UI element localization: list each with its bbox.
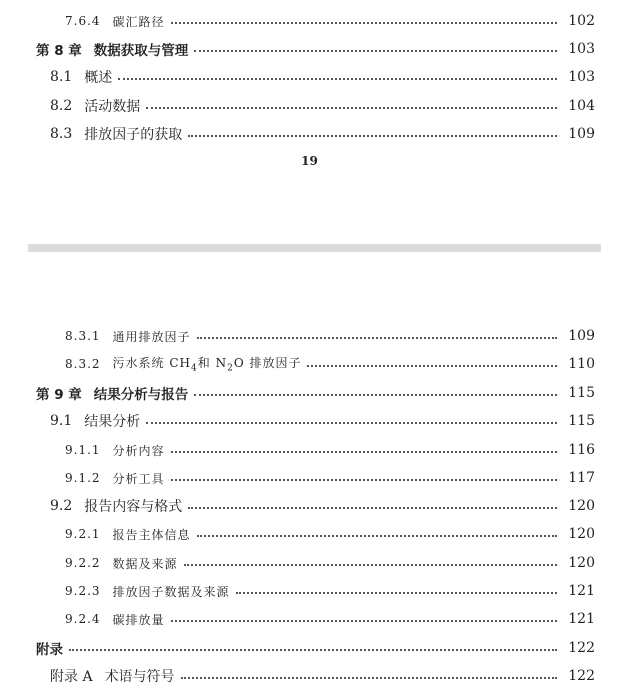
section-number: 8.1 xyxy=(50,69,73,85)
dot-leader xyxy=(307,365,557,367)
section-number: 9.2.1 xyxy=(65,527,101,541)
section-number: 9.1.1 xyxy=(65,443,101,457)
page-ref: 110 xyxy=(568,355,595,372)
page-ref: 104 xyxy=(568,98,595,114)
appendix-number: 附录 A xyxy=(50,669,93,685)
dot-leader xyxy=(171,479,557,481)
toc-entry-9-2-4[interactable] xyxy=(0,608,619,630)
toc-entry-8-3-1[interactable] xyxy=(0,325,619,347)
dot-leader xyxy=(184,564,557,566)
dot-leader xyxy=(188,507,557,509)
page-ref: 109 xyxy=(568,328,595,344)
page-ref: 115 xyxy=(568,385,595,401)
toc-entry-8-2[interactable] xyxy=(0,95,619,117)
section-title: 分析工具 xyxy=(112,471,165,486)
appendix-title: 附录 xyxy=(36,642,63,658)
section-title: 通用排放因子 xyxy=(112,329,191,344)
toc-entry-appendix[interactable] xyxy=(0,637,619,659)
page-ref: 116 xyxy=(568,442,595,458)
page-ref: 120 xyxy=(568,555,595,571)
chapter-number: 第 9 章 xyxy=(36,387,82,403)
section-number: 8.3 xyxy=(50,126,73,142)
dot-leader xyxy=(171,451,557,453)
chapter-number: 第 8 章 xyxy=(36,43,82,59)
page-ref: 120 xyxy=(568,498,595,514)
toc-page-lower xyxy=(0,252,619,691)
dot-leader xyxy=(146,422,557,424)
toc-entry-9-2-1[interactable] xyxy=(0,523,619,545)
toc-entry-chapter-9[interactable] xyxy=(0,382,619,404)
section-number: 9.2 xyxy=(50,498,73,514)
dot-leader xyxy=(181,677,557,679)
page-ref: 103 xyxy=(568,69,595,85)
section-number: 9.2.2 xyxy=(65,556,101,570)
section-title: 碳汇路径 xyxy=(112,14,165,29)
section-number: 9.1 xyxy=(50,413,73,429)
dot-leader xyxy=(188,135,557,137)
toc-entry-8-1[interactable] xyxy=(0,66,619,88)
dot-leader xyxy=(194,50,557,52)
page-ref: 122 xyxy=(568,668,595,684)
toc-entry-9-1-2[interactable] xyxy=(0,467,619,489)
toc-entry-9-2-3[interactable] xyxy=(0,580,619,602)
page-ref: 121 xyxy=(568,611,595,627)
chapter-title: 结果分析与报告 xyxy=(93,387,189,403)
page-ref: 117 xyxy=(568,470,595,486)
toc-entry-7-6-4[interactable] xyxy=(0,10,619,32)
toc-entry-appendix-a[interactable] xyxy=(0,665,619,687)
section-number: 9.2.3 xyxy=(65,584,101,598)
section-title: 报告内容与格式 xyxy=(84,499,183,515)
toc-entry-9-1-1[interactable] xyxy=(0,439,619,461)
dot-leader xyxy=(171,620,557,622)
section-number: 8.2 xyxy=(50,98,73,114)
toc-entry-8-3-2[interactable] xyxy=(0,353,619,375)
dot-leader xyxy=(171,22,557,24)
dot-leader xyxy=(118,78,557,80)
toc-page-upper xyxy=(0,0,619,244)
section-number: 9.2.4 xyxy=(65,612,101,626)
toc-entry-9-2[interactable] xyxy=(0,495,619,517)
section-title: 排放因子的获取 xyxy=(84,127,183,143)
toc-entry-9-2-2[interactable] xyxy=(0,552,619,574)
dot-leader xyxy=(194,394,557,396)
page-separator xyxy=(28,244,601,252)
dot-leader xyxy=(236,592,557,594)
toc-entry-8-3[interactable] xyxy=(0,123,619,145)
section-title: 碳排放量 xyxy=(112,612,165,627)
section-number: 8.3.2 xyxy=(65,356,101,371)
section-title: 报告主体信息 xyxy=(112,527,191,542)
section-title: 排放因子数据及来源 xyxy=(112,584,230,599)
page-ref: 121 xyxy=(568,583,595,599)
dot-leader xyxy=(197,535,557,537)
section-title: 概述 xyxy=(84,70,113,86)
toc-entry-chapter-8[interactable] xyxy=(0,38,619,60)
section-title: 活动数据 xyxy=(84,99,141,115)
dot-leader xyxy=(146,107,557,109)
page-ref: 102 xyxy=(568,13,595,29)
section-title: 分析内容 xyxy=(112,443,165,458)
chapter-title: 数据获取与管理 xyxy=(93,43,189,59)
appendix-title: 术语与符号 xyxy=(104,669,175,685)
section-number: 8.3.1 xyxy=(65,329,101,343)
dot-leader xyxy=(197,337,557,339)
page-ref: 115 xyxy=(568,413,595,429)
section-number: 9.1.2 xyxy=(65,471,101,485)
section-number: 7.6.4 xyxy=(65,14,101,28)
page-ref: 122 xyxy=(568,640,595,656)
section-title: 结果分析 xyxy=(84,414,141,430)
toc-entry-9-1[interactable] xyxy=(0,410,619,432)
page-ref: 120 xyxy=(568,526,595,542)
page-ref: 109 xyxy=(568,126,595,142)
page-ref: 103 xyxy=(568,41,595,57)
section-title: 数据及来源 xyxy=(112,556,178,571)
dot-leader xyxy=(69,649,557,651)
section-title: 污水系统 $CH_4$和 $N_2O$ 排放因子 xyxy=(112,356,302,374)
page-number: 19 xyxy=(301,154,318,168)
